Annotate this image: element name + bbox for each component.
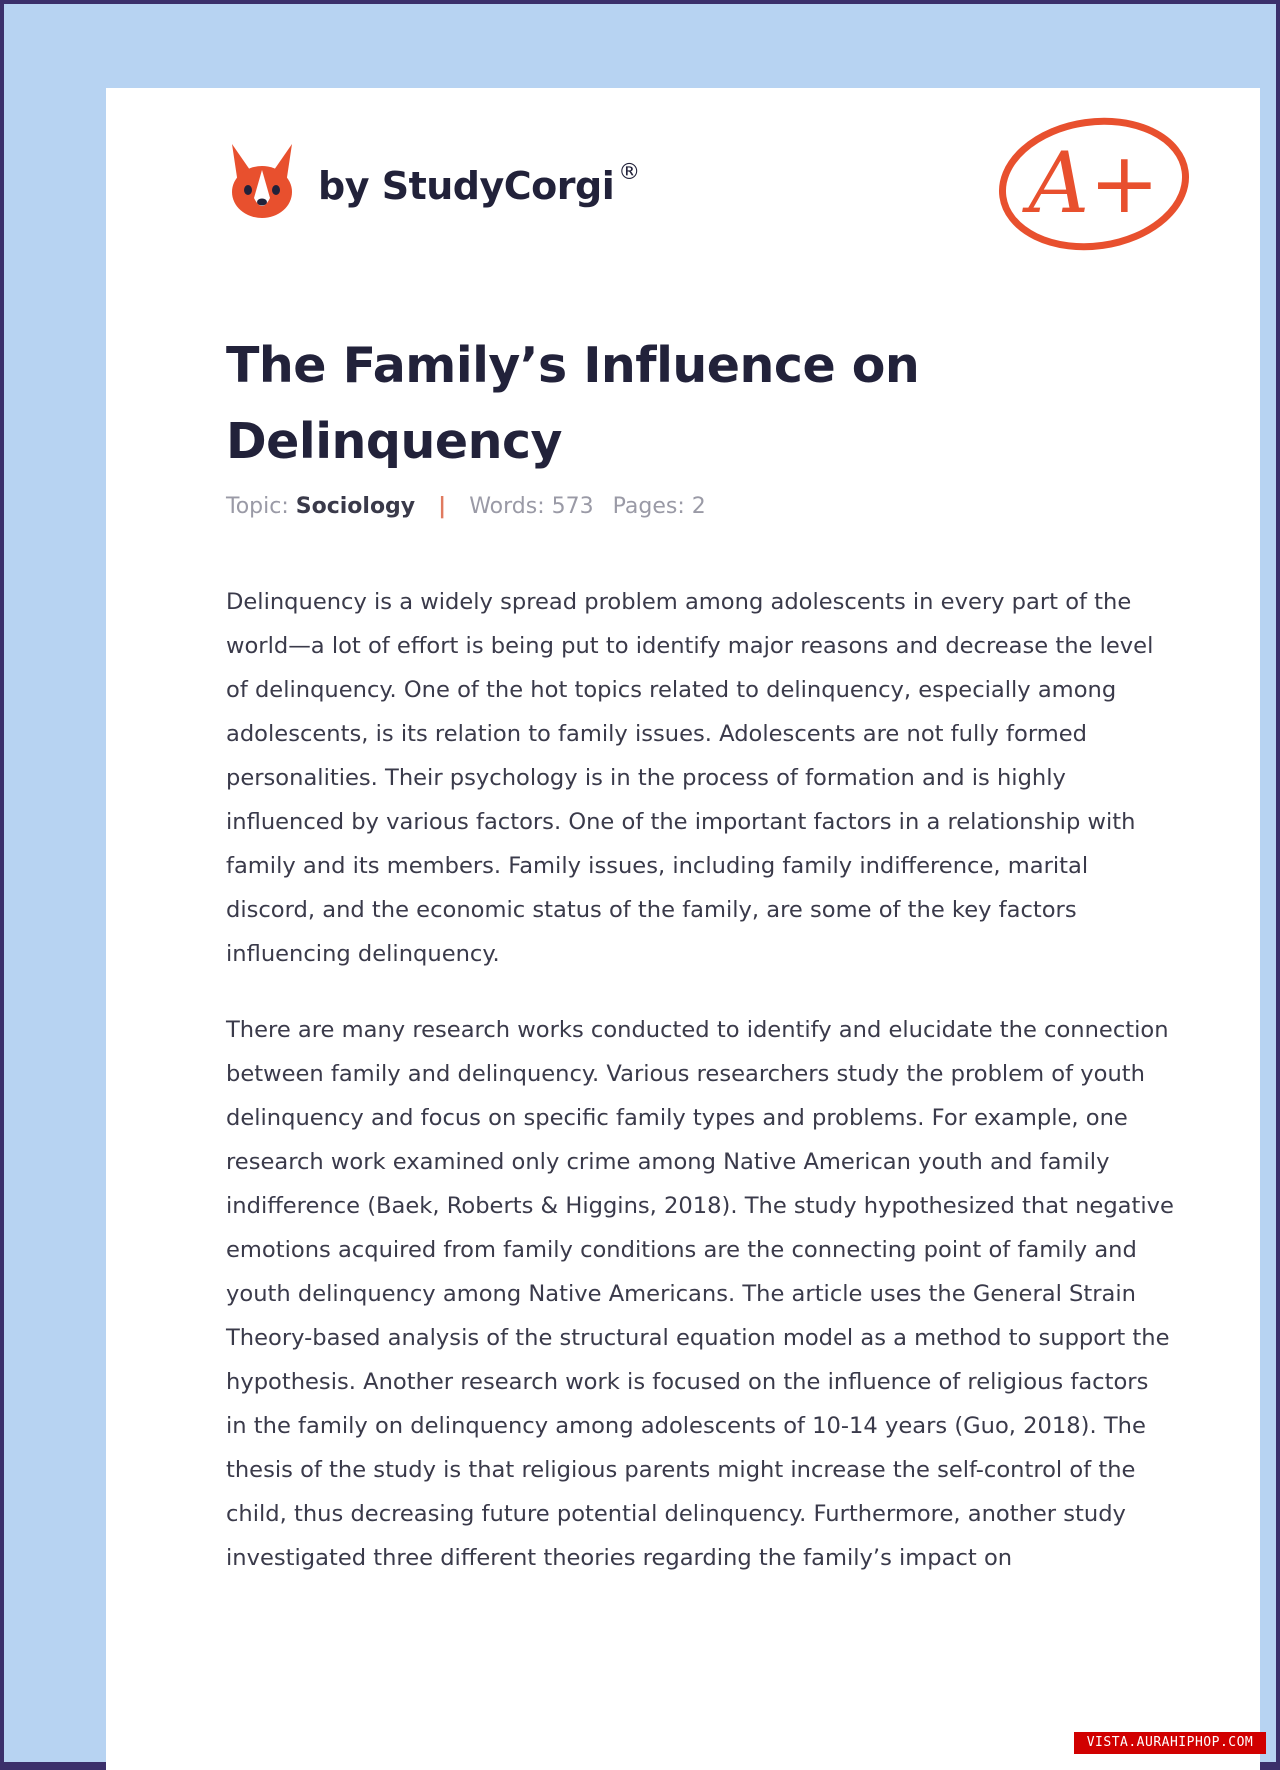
page-frame <box>4 4 1276 1762</box>
topic-link[interactable]: Sociology <box>295 494 416 519</box>
page-title: The Family’s Influence on Delinquency <box>226 337 920 470</box>
topic-label: Topic: <box>226 494 289 519</box>
word-count: Words: 573 <box>469 494 594 519</box>
meta-separator: | <box>438 494 447 519</box>
a-plus-icon <box>994 108 1194 258</box>
page-count: Pages: 2 <box>612 494 706 519</box>
paragraph: Delinquency is a widely spread problem among adolescents in every part of the world—a lot of effort is being put to identify major reasons and decrease the level of delinquency. One of the hot topics related to delinquency, especially among adolescents, is its relation to family issues. Adolescents are not fully formed personalities. Their psychology is in the process of formation and is highly influenced by various factors. One of the important factors in a relationship with family and its members. Family issues, including family indifference, marital discord, and the economic status of the family, are some of the key factors influencing delinquency. <box>226 589 1154 967</box>
document-page <box>106 88 1260 1770</box>
brand-logo[interactable] <box>226 140 640 220</box>
svg-text:A+: A+ <box>1028 134 1160 232</box>
grade-badge <box>994 108 1194 262</box>
corgi-icon <box>226 140 298 220</box>
meta-info <box>226 494 706 519</box>
watermark: VISTA.AURAHIPHOP.COM <box>1074 1732 1266 1754</box>
brand-name: by StudyCorgi ® <box>318 160 640 208</box>
paragraph: There are many research works conducted to identify and elucidate the connection between family and delinquency. Various researchers study the problem of youth delinquency and focus on specific family types and problems. For example, one research work examined only crime among Native American youth and family indifference (Baek, Roberts & Higgins, 2018). The study hypothesized that negative emotions acquired from family conditions are the connecting point of family and youth delinquency among Native Americans. The article uses the General Strain Theory-based analysis of the structural equation model as a method to support the hypothesis. Another research work is focused on the influence of religious factors in the family on delinquency among adolescents of 10-14 years (Guo, 2018). The thesis of the study is that religious parents might increase the self-control of the child, thus decreasing future potential delinquency. Furthermore, another study investigated three different theories regarding the family’s impact on <box>226 1017 1174 1571</box>
essay-body <box>226 580 1174 1612</box>
